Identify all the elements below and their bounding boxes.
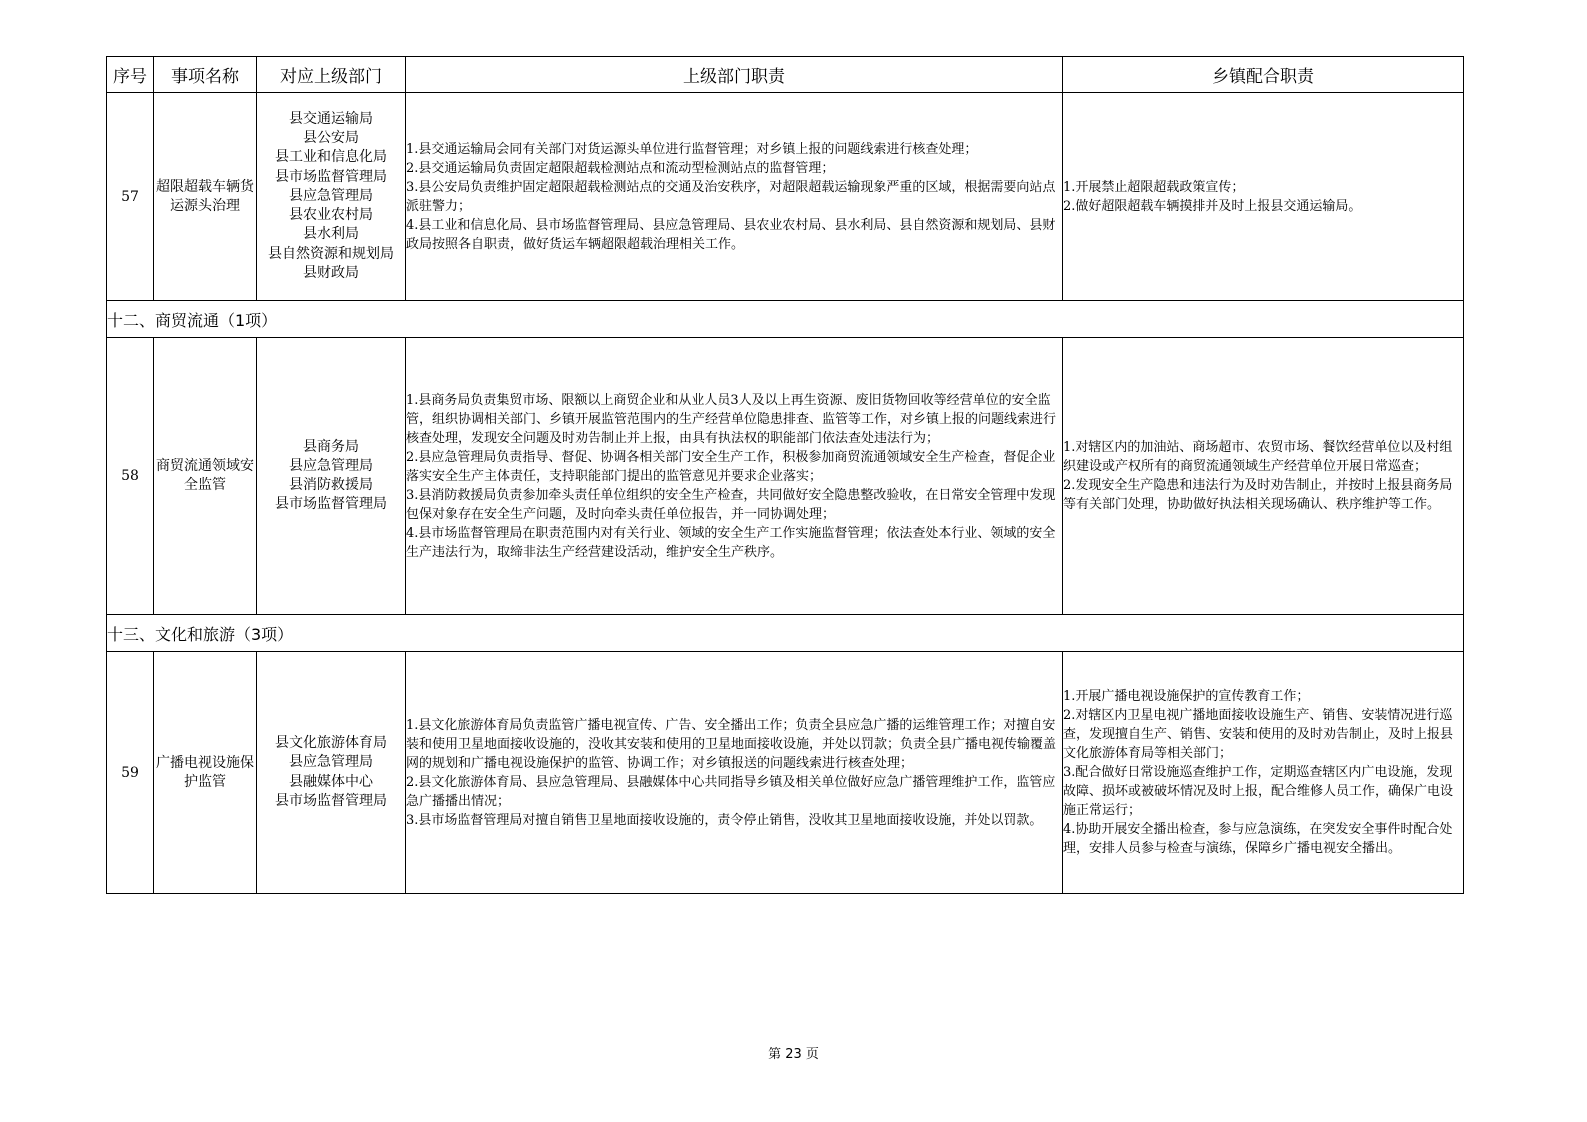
header-upper-dept: 对应上级部门: [257, 57, 406, 93]
upper-duty-item: 4.县工业和信息化局、县市场监督管理局、县应急管理局、县农业农村局、县水利局、县自然资源和规划局、县财政局按照各自职责，做好货运车辆超限超载治理相关工作。: [406, 217, 1056, 252]
table-row: [107, 652, 1464, 894]
row-number: 58: [107, 338, 154, 615]
dept-name: 县公安局: [303, 130, 359, 147]
dept-name: 县应急管理局: [289, 457, 373, 474]
page-number: 第 23 页: [768, 1047, 819, 1062]
dept-name: 县工业和信息化局: [275, 149, 387, 166]
section-title: 十二、商贸流通（1项）: [107, 301, 1464, 338]
header-upper-duty: 上级部门职责: [406, 57, 1063, 93]
town-duty-item: 2.做好超限超载车辆摸排并及时上报县交通运输局。: [1063, 198, 1362, 214]
header-town-duty: 乡镇配合职责: [1063, 57, 1464, 93]
upper-duty: [406, 338, 1063, 615]
upper-duty-item: 2.县应急管理局负责指导、督促、协调各相关部门安全生产工作，积极参加商贸流通领域安全生产检查，督促企业落实安全生产主体责任，支持职能部门提出的监管意见并要求企业落实；: [406, 449, 1056, 484]
dept-name: 县应急管理局: [289, 754, 373, 771]
dept-name: 县市场监督管理局: [275, 792, 387, 809]
item-name: 超限超载车辆货运源头治理: [154, 93, 257, 301]
upper-duty-item: 2.县交通运输局负责固定超限超载检测站点和流动型检测站点的监督管理；: [406, 160, 835, 176]
dept-name: 县市场监督管理局: [275, 496, 387, 513]
upper-duty-item: 4.县市场监督管理局在职责范围内对有关行业、领域的安全生产工作实施监督管理；依法查处本行业、领域的安全生产违法行为，取缔非法生产经营建设活动，维护安全生产秩序。: [406, 525, 1056, 560]
upper-duty: [406, 93, 1063, 301]
header-no: 序号: [107, 57, 154, 93]
table-row: [107, 93, 1464, 301]
item-name: 广播电视设施保护监管: [154, 652, 257, 894]
dept-name: 县融媒体中心: [289, 773, 373, 790]
dept-list: [257, 93, 406, 301]
town-duty-item: 2.对辖区内卫星电视广播地面接收设施生产、销售、安装情况进行巡查，发现擅自生产、销售、安装和使用的及时劝告制止，及时上报县文化旅游体育局等相关部门；: [1063, 708, 1454, 761]
header-item-name: 事项名称: [154, 57, 257, 93]
upper-duty-item: 1.县文化旅游体育局负责监管广播电视宣传、广告、安全播出工作；负责全县应急广播的运维管理工作；对擅自安装和使用卫星地面接收设施的，没收其安装和使用的卫星地面接收设施，并处以罚款；负责全县广播电视传输覆盖网的规划和广播电视设施保护的监管、协调工作；对乡镇报送的问题线索进行核查处理；: [406, 717, 1057, 771]
section-title: 十三、文化和旅游（3项）: [107, 615, 1464, 652]
dept-name: 县消防救援局: [289, 477, 373, 493]
dept-name: 县市场监督管理局: [275, 168, 387, 185]
town-duty: [1063, 93, 1464, 301]
item-name: 商贸流通领域安全监管: [154, 338, 257, 615]
upper-duty-item: 3.县市场监督管理局对擅自销售卫星地面接收设施的，责令停止销售，没收其卫星地面接收设施，并处以罚款。: [406, 812, 1043, 828]
town-duty-item: 1.开展禁止超限超载政策宣传；: [1063, 179, 1245, 195]
duty-table: [106, 56, 1464, 894]
town-duty-item: 2.发现安全生产隐患和违法行为及时劝告制止，并按时上报县商务局等有关部门处理，协助做好执法相关现场确认、秩序维护等工作。: [1063, 478, 1453, 512]
dept-name: 县财政局: [303, 264, 359, 281]
upper-duty-item: 1.县商务局负责集贸市场、限额以上商贸企业和从业人员3人及以上再生资源、废旧货物回收等经营单位的安全监管，组织协调相关部门、乡镇开展监管范围内的生产经营单位隐患排查、监管等工作，对乡镇上报的问题线索进行核查处理，发现安全问题及时劝告制止并上报，由具有执法权的职能部门依法查处违法行为；: [406, 392, 1057, 446]
dept-name: 县商务局: [303, 438, 359, 455]
dept-name: 县应急管理局: [289, 187, 373, 204]
row-number: 57: [107, 93, 154, 301]
header-row: [107, 57, 1464, 93]
town-duty-item: 4.协助开展安全播出检查，参与应急演练，在突发安全事件时配合处理，安排人员参与检查与演练，保障乡广播电视安全播出。: [1063, 822, 1453, 856]
upper-duty-item: 1.县交通运输局会同有关部门对货运源头单位进行监督管理；对乡镇上报的问题线索进行核查处理；: [406, 141, 978, 157]
section-row: [107, 615, 1464, 652]
dept-name: 县农业农村局: [289, 207, 373, 224]
section-row: [107, 301, 1464, 338]
table-row: [107, 338, 1464, 615]
dept-name: 县交通运输局: [289, 111, 373, 128]
row-number: 59: [107, 652, 154, 894]
upper-duty: [406, 652, 1063, 894]
town-duty-item: 1.开展广播电视设施保护的宣传教育工作；: [1063, 689, 1310, 704]
dept-list: [257, 338, 406, 615]
town-duty: [1063, 338, 1464, 615]
upper-duty-item: 3.县公安局负责维护固定超限超载检测站点的交通及治安秩序，对超限超载运输现象严重的区域，根据需要向站点派驻警力；: [406, 179, 1056, 214]
upper-duty-item: 2.县文化旅游体育局、县应急管理局、县融媒体中心共同指导乡镇及相关单位做好应急广播管理维护工作，监管应急广播播出情况；: [406, 774, 1056, 809]
dept-name: 县自然资源和规划局: [268, 245, 394, 262]
dept-list: [257, 652, 406, 894]
dept-name: 县文化旅游体育局: [275, 735, 387, 752]
town-duty-item: 3.配合做好日常设施巡查维护工作，定期巡查辖区内广电设施，发现故障、损坏或被破坏情况及时上报，配合维修人员工作，确保广电设施正常运行；: [1063, 765, 1454, 818]
dept-name: 县水利局: [303, 226, 359, 243]
town-duty: [1063, 652, 1464, 894]
upper-duty-item: 3.县消防救援局负责参加牵头责任单位组织的安全生产检查，共同做好安全隐患整改验收，在日常安全管理中发现包保对象存在安全生产问题，及时向牵头责任单位报告，并一同协调处理；: [406, 487, 1056, 522]
town-duty-item: 1.对辖区内的加油站、商场超市、农贸市场、餐饮经营单位以及村组织建设或产权所有的商贸流通领域生产经营单位开展日常巡查；: [1063, 440, 1453, 474]
